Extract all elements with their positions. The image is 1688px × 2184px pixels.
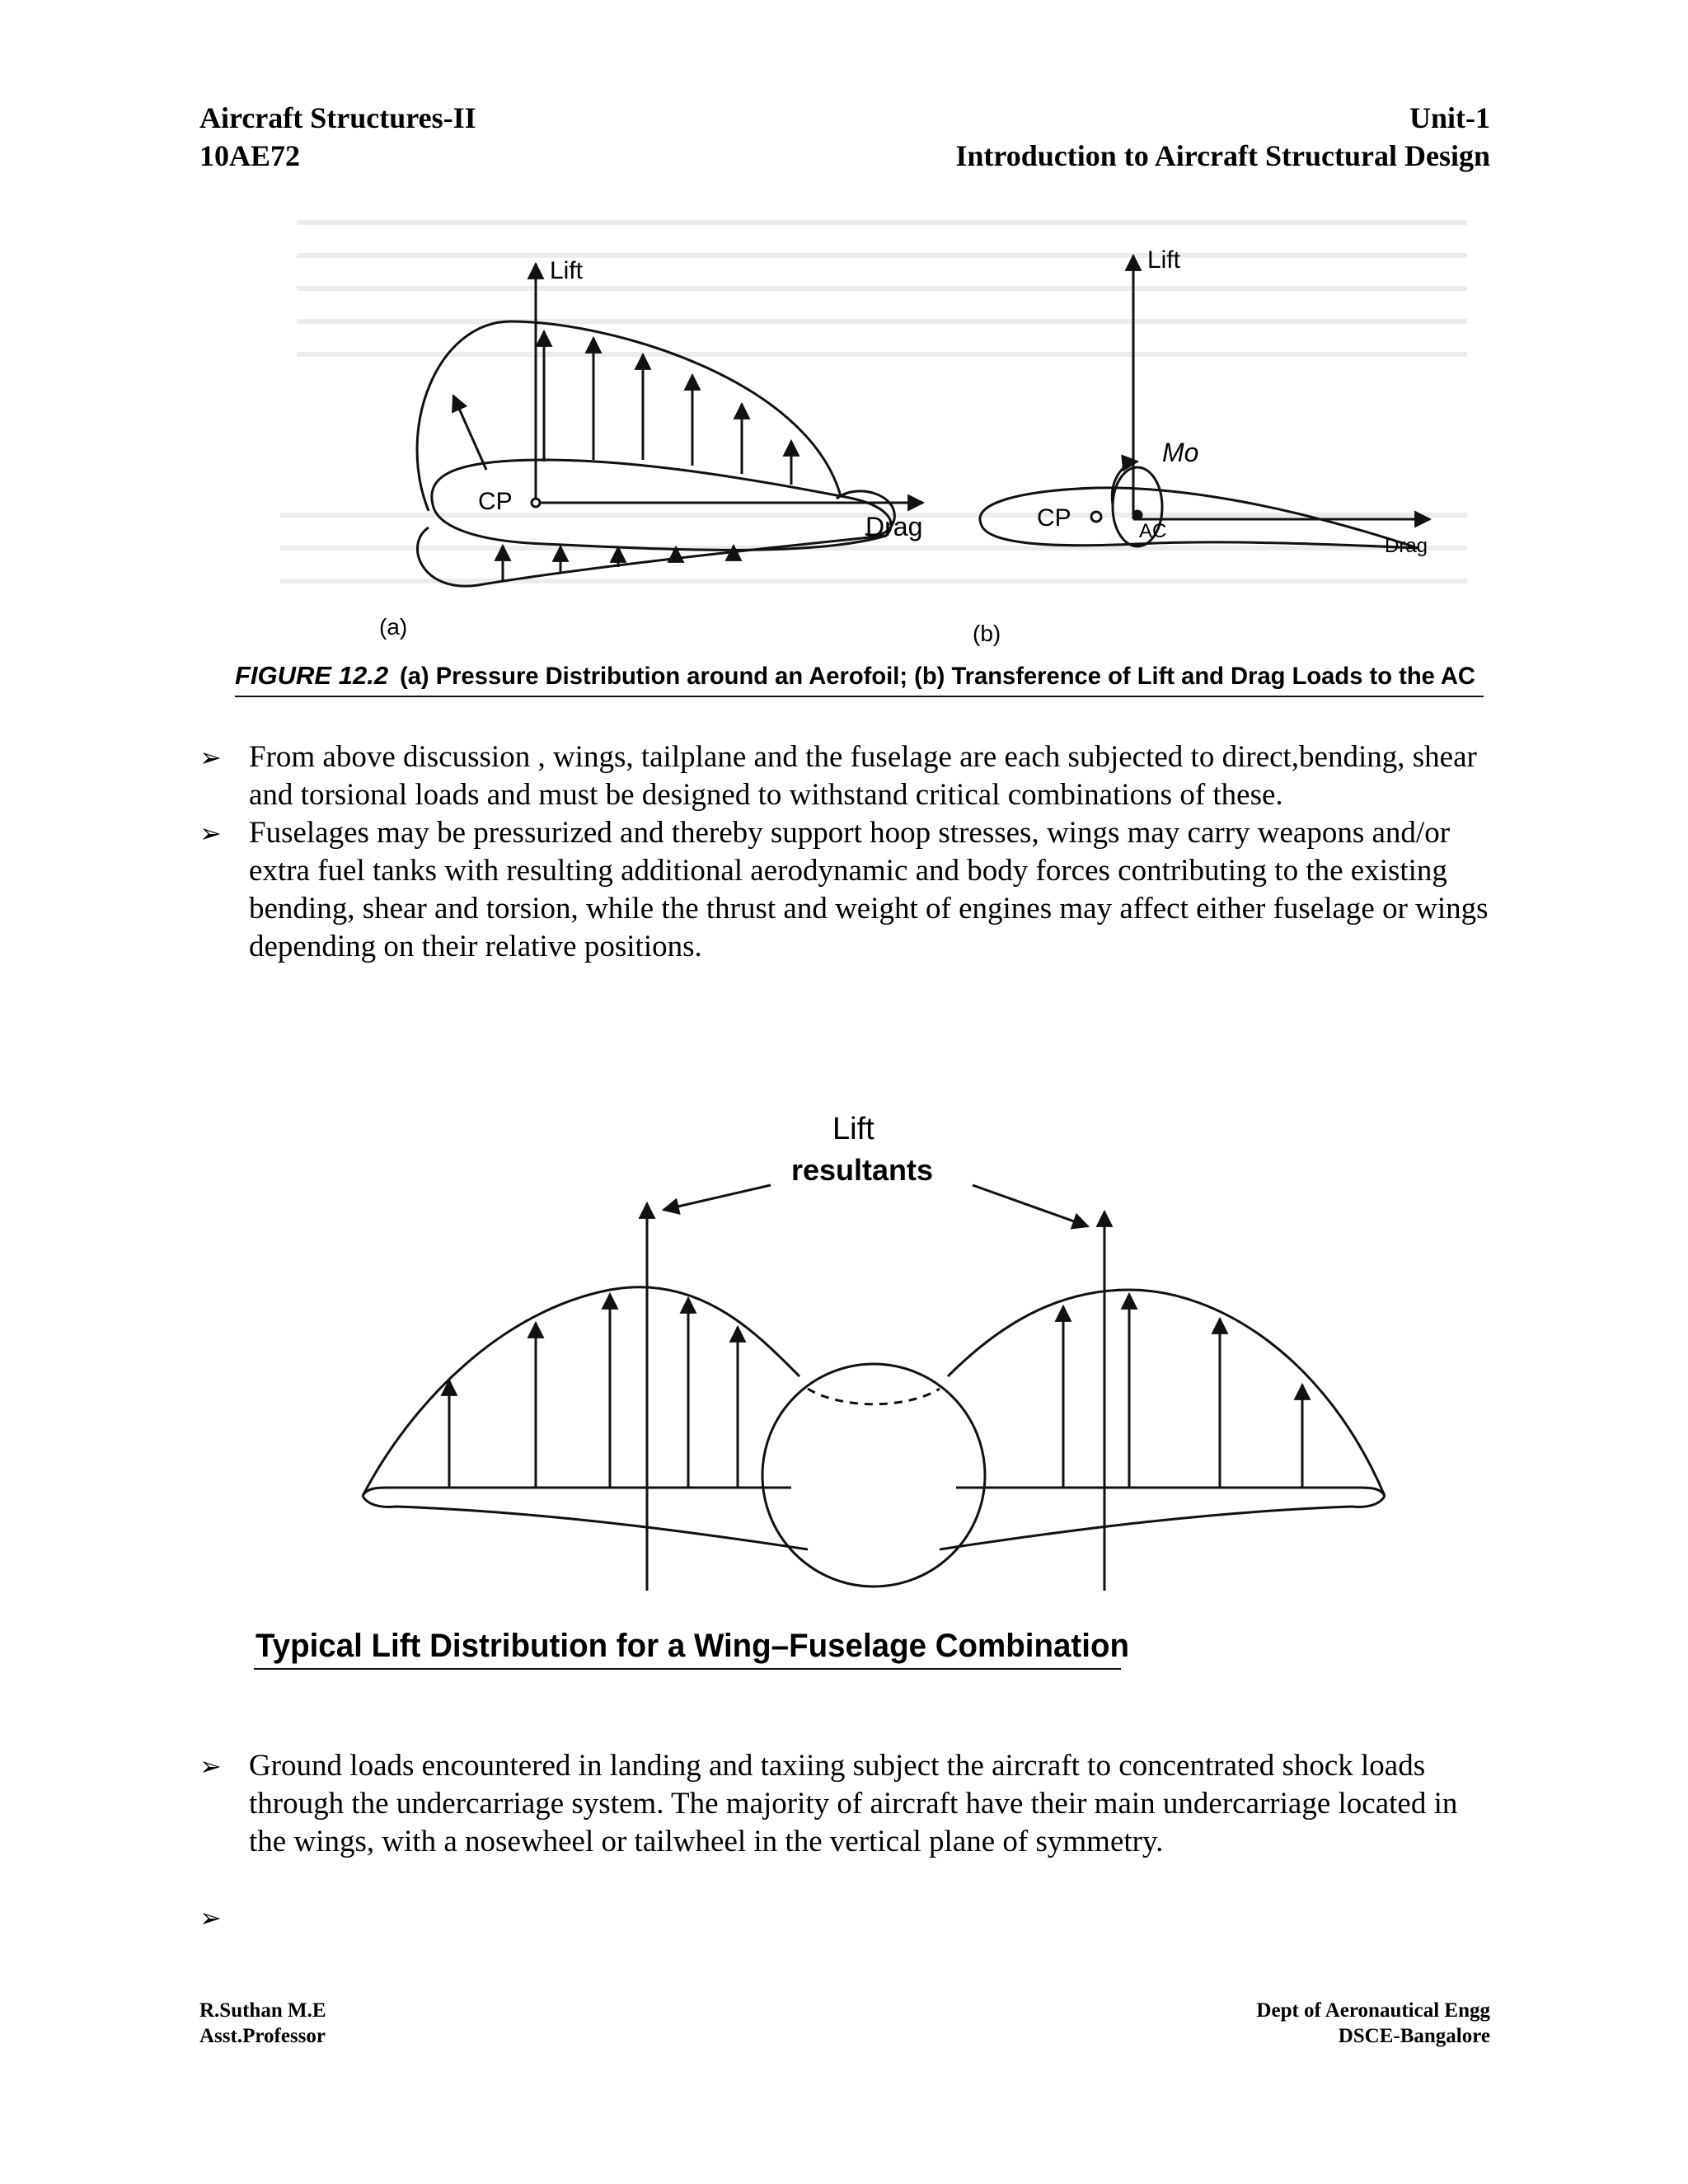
bullet-text: Fuselages may be pressurized and thereby support hoop stresses, wings may carry weapons and/or extra fuel tanks with resulting additional aerodynamic and body forces contributing to the existing bending, shear and torsion, while the thrust and weight of engines may affect either fuselage or wings depending on their relative positions. — [249, 816, 1489, 963]
course-code: 10AE72 — [199, 139, 301, 172]
course-title: Aircraft Structures-II — [199, 101, 476, 134]
header-left — [199, 99, 476, 175]
lift-label: Lift — [832, 1112, 874, 1146]
wing-fuselage-drawing — [363, 1185, 1385, 1591]
cp-label-a: CP — [478, 488, 513, 515]
figure-number: FIGURE 12.2 — [235, 661, 389, 690]
unit-label: Unit-1 — [1409, 101, 1490, 134]
list-item — [199, 738, 1502, 814]
resultants-label: resultants — [791, 1153, 934, 1187]
list-item — [199, 1747, 1502, 1861]
drag-label-b: Drag — [1385, 535, 1428, 557]
arrow-bullet-icon: ➢ — [199, 1750, 222, 1782]
list-item — [199, 1899, 1502, 1937]
author-name: R.Suthan M.E — [199, 1999, 326, 2022]
institution: DSCE-Bangalore — [1338, 2025, 1490, 2047]
footer-left — [199, 1998, 326, 2049]
subfigure-a-label: (a) — [379, 614, 408, 640]
arrow-bullet-icon: ➢ — [199, 742, 222, 773]
bullet-text: From above discussion , wings, tailplane and the fuselage are each subjected to direct,bending, shear and torsional loads and must be designed to withstand critical combinations of these. — [249, 740, 1477, 812]
figure-pressure-distribution — [231, 198, 1500, 709]
lift-distribution-image — [231, 1088, 1451, 1681]
ac-label: AC — [1139, 520, 1167, 542]
figure-caption-2: Typical Lift Distribution for a Wing–Fuselage Combination — [256, 1628, 1129, 1664]
lift-label-a: Lift — [550, 257, 584, 284]
cp-label-b: CP — [1037, 504, 1071, 532]
aerofoil-a — [417, 264, 923, 586]
arrow-bullet-icon: ➢ — [199, 1902, 222, 1933]
header-right — [955, 99, 1490, 175]
figure-lift-distribution — [231, 1088, 1451, 1681]
list-item — [199, 814, 1502, 966]
unit-title: Introduction to Aircraft Structural Design — [955, 139, 1490, 172]
arrow-bullet-icon: ➢ — [199, 818, 222, 849]
figure-12-2-image — [231, 198, 1500, 709]
figure-caption: (a) Pressure Distribution around an Aerofoil; (b) Transference of Lift and Drag Loads to the AC — [400, 663, 1475, 690]
bullet-list-1 — [199, 738, 1502, 966]
drag-label-a: Drag — [865, 512, 923, 541]
subfigure-b-label: (b) — [973, 621, 1001, 646]
footer-right — [1256, 1998, 1490, 2049]
department: Dept of Aeronautical Engg — [1256, 1999, 1490, 2022]
author-title: Asst.Professor — [199, 2025, 326, 2047]
bullet-list-2 — [199, 1747, 1502, 1937]
moment-label: Mo — [1162, 438, 1199, 467]
bullet-text: Ground loads encountered in landing and taxiing subject the aircraft to concentrated shock loads through the undercarriage system. The majority of aircraft have their main undercarriage located in the wings, with a nosewheel or tailwheel in the vertical plane of symmetry. — [249, 1749, 1458, 1858]
lift-label-b: Lift — [1147, 246, 1181, 274]
